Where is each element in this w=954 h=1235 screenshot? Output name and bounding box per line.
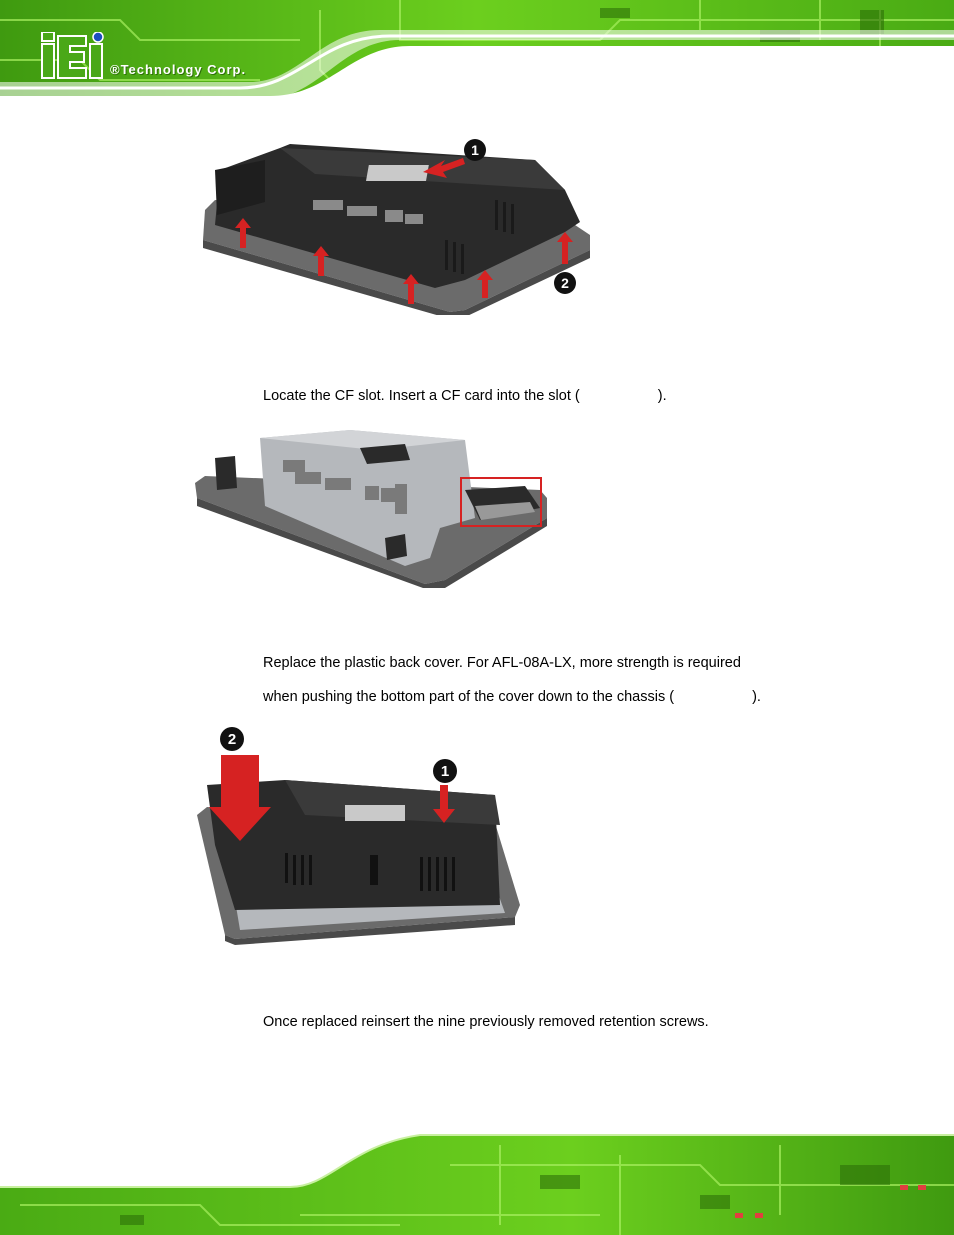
- cf-slot-photo: [195, 428, 555, 588]
- header-banner: [0, 0, 954, 112]
- step-replace-cover-line2-end: ).: [752, 689, 761, 705]
- svg-text:2: 2: [561, 275, 569, 291]
- figure-back-cover-removal: [195, 130, 605, 315]
- panel-pc-back-cover-photo: [195, 130, 605, 315]
- svg-text:2: 2: [227, 731, 237, 748]
- footer-banner: [0, 1125, 954, 1235]
- callout-2-icon: [220, 727, 244, 751]
- step-cf-slot-text: [263, 387, 667, 405]
- step-replace-cover-line1: Replace the plastic back cover. For AFL-08A-LX, more strength is required: [263, 655, 741, 671]
- figure-replace-cover: [195, 725, 525, 945]
- step-cf-slot-text-end: ).: [657, 388, 667, 404]
- figure-cf-slot: [195, 428, 555, 588]
- circuit-board-footer-graphic: [0, 1125, 954, 1235]
- callout-1-icon: [433, 759, 457, 783]
- iei-logo: [40, 32, 110, 80]
- svg-text:1: 1: [471, 142, 479, 158]
- callout-1-icon: [464, 139, 486, 161]
- replace-back-cover-photo: [195, 725, 525, 945]
- step-cf-slot-text-start: Locate the CF slot. Insert a CF card into the slot (: [263, 388, 580, 404]
- company-name: ®Technology Corp.: [110, 62, 247, 77]
- callout-2-icon: [554, 272, 576, 294]
- step-replace-cover-line2: [263, 688, 761, 706]
- circuit-board-header-graphic: [0, 0, 954, 112]
- step-replace-cover-line2-start: when pushing the bottom part of the cover down to the chassis (: [263, 689, 675, 705]
- svg-text:1: 1: [440, 763, 450, 780]
- step-reinsert-screws-text: Once replaced reinsert the nine previously removed retention screws.: [263, 1014, 709, 1030]
- iei-logo-graphic: [40, 32, 110, 80]
